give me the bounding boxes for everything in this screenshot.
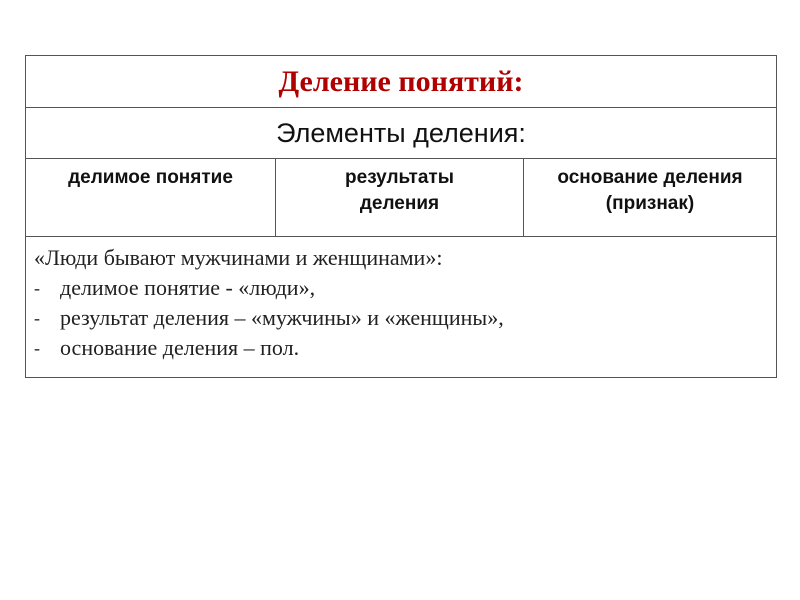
- column-division-basis: [524, 159, 777, 237]
- example-list: [34, 273, 768, 363]
- list-item: [34, 333, 768, 363]
- column-label-line1: результаты: [345, 167, 454, 188]
- bullet-dash-icon: -: [34, 278, 40, 298]
- example-cell: [26, 237, 777, 378]
- table-subtitle: Элементы деления:: [26, 108, 777, 159]
- column-label-line2: (признак): [605, 193, 695, 214]
- example-row: [26, 237, 777, 378]
- list-item-text: результат деления – «мужчины» и «женщины»,: [60, 305, 504, 330]
- title-row: [26, 56, 777, 108]
- column-label-line1: делимое понятие: [68, 167, 233, 188]
- list-item-text: делимое понятие - «люди»,: [60, 275, 316, 300]
- column-divided-concept: [26, 159, 276, 237]
- table-title: Деление понятий:: [26, 56, 777, 108]
- column-division-results: [276, 159, 524, 237]
- bullet-dash-icon: -: [34, 338, 40, 358]
- bullet-dash-icon: -: [34, 308, 40, 328]
- column-label-line2: деления: [359, 193, 440, 214]
- list-item-text: основание деления – пол.: [60, 335, 300, 360]
- column-label-line1: основание деления: [557, 167, 743, 188]
- subtitle-row: [26, 108, 777, 159]
- list-item: [34, 303, 768, 333]
- columns-row: [26, 159, 777, 237]
- list-item: [34, 273, 768, 303]
- example-lead: «Люди бывают мужчинами и женщинами»:: [34, 245, 443, 270]
- division-table: [25, 55, 777, 378]
